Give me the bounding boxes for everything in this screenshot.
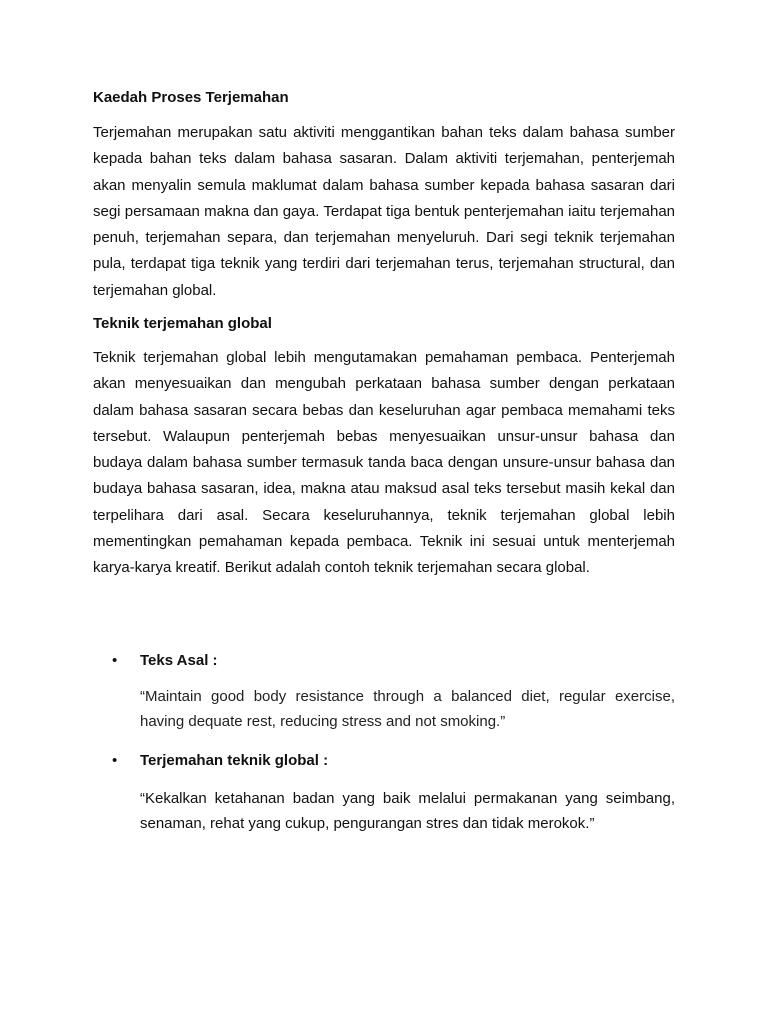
bullet-label-translation: Terjemahan teknik global : [140, 752, 329, 769]
bullet-item-original [112, 651, 218, 671]
section-paragraph: Teknik terjemahan global lebih mengutamakan pemahaman pembaca. Penterjemah akan menyesuaikan dan mengubah perkataan bahasa sumber dengan perkataan dalam bahasa sasaran secara bebas dan keseluruhan agar pembaca memahami teks tersebut. Walaupun penterjemah bebas menyesuaikan unsur-unsur bahasa dan budaya dalam bahasa sumber termasuk tanda baca dengan unsure-unsur bahasa dan budaya bahasa sasaran, idea, makna atau maksud asal teks tersebut masih kekal dan terpelihara dari asal. Secara keseluruhannya, teknik terjemahan global lebih mementingkan pemahaman kepada pembaca. Teknik ini sesuai untuk menterjemah karya-karya kreatif. Berikut adalah contoh teknik terjemahan secara global. [93, 349, 675, 577]
section-heading: Teknik terjemahan global [93, 315, 272, 332]
original-text-quote: “Maintain good body resistance through a balanced diet, regular exercise, having dequate rest, reducing stress and not smoking.” [140, 688, 675, 730]
bullet-item-translation [112, 751, 328, 771]
translation-text-quote: “Kekalkan ketahanan badan yang baik melalui permakanan yang seimbang, senaman, rehat yang cukup, pengurangan stres dan tidak merokok.” [140, 790, 675, 832]
document-title: Kaedah Proses Terjemahan [93, 89, 289, 106]
bullet-label-original: Teks Asal : [140, 652, 218, 669]
intro-paragraph: Terjemahan merupakan satu aktiviti menggantikan bahan teks dalam bahasa sumber kepada bahan teks dalam bahasa sasaran. Dalam aktiviti terjemahan, penterjemah akan menyalin semula maklumat dalam bahasa sumber kepada bahasa sasaran dari segi persamaan makna dan gaya. Terdapat tiga bentuk penterjemahan iaitu terjemahan penuh, terjemahan separa, dan terjemahan menyeluruh. Dari segi teknik terjemahan pula, terdapat tiga teknik yang terdiri dari terjemahan terus, terjemahan structural, dan terjemahan global. [93, 124, 675, 299]
bullet-icon: • [112, 652, 118, 669]
bullet-icon: • [112, 752, 118, 769]
